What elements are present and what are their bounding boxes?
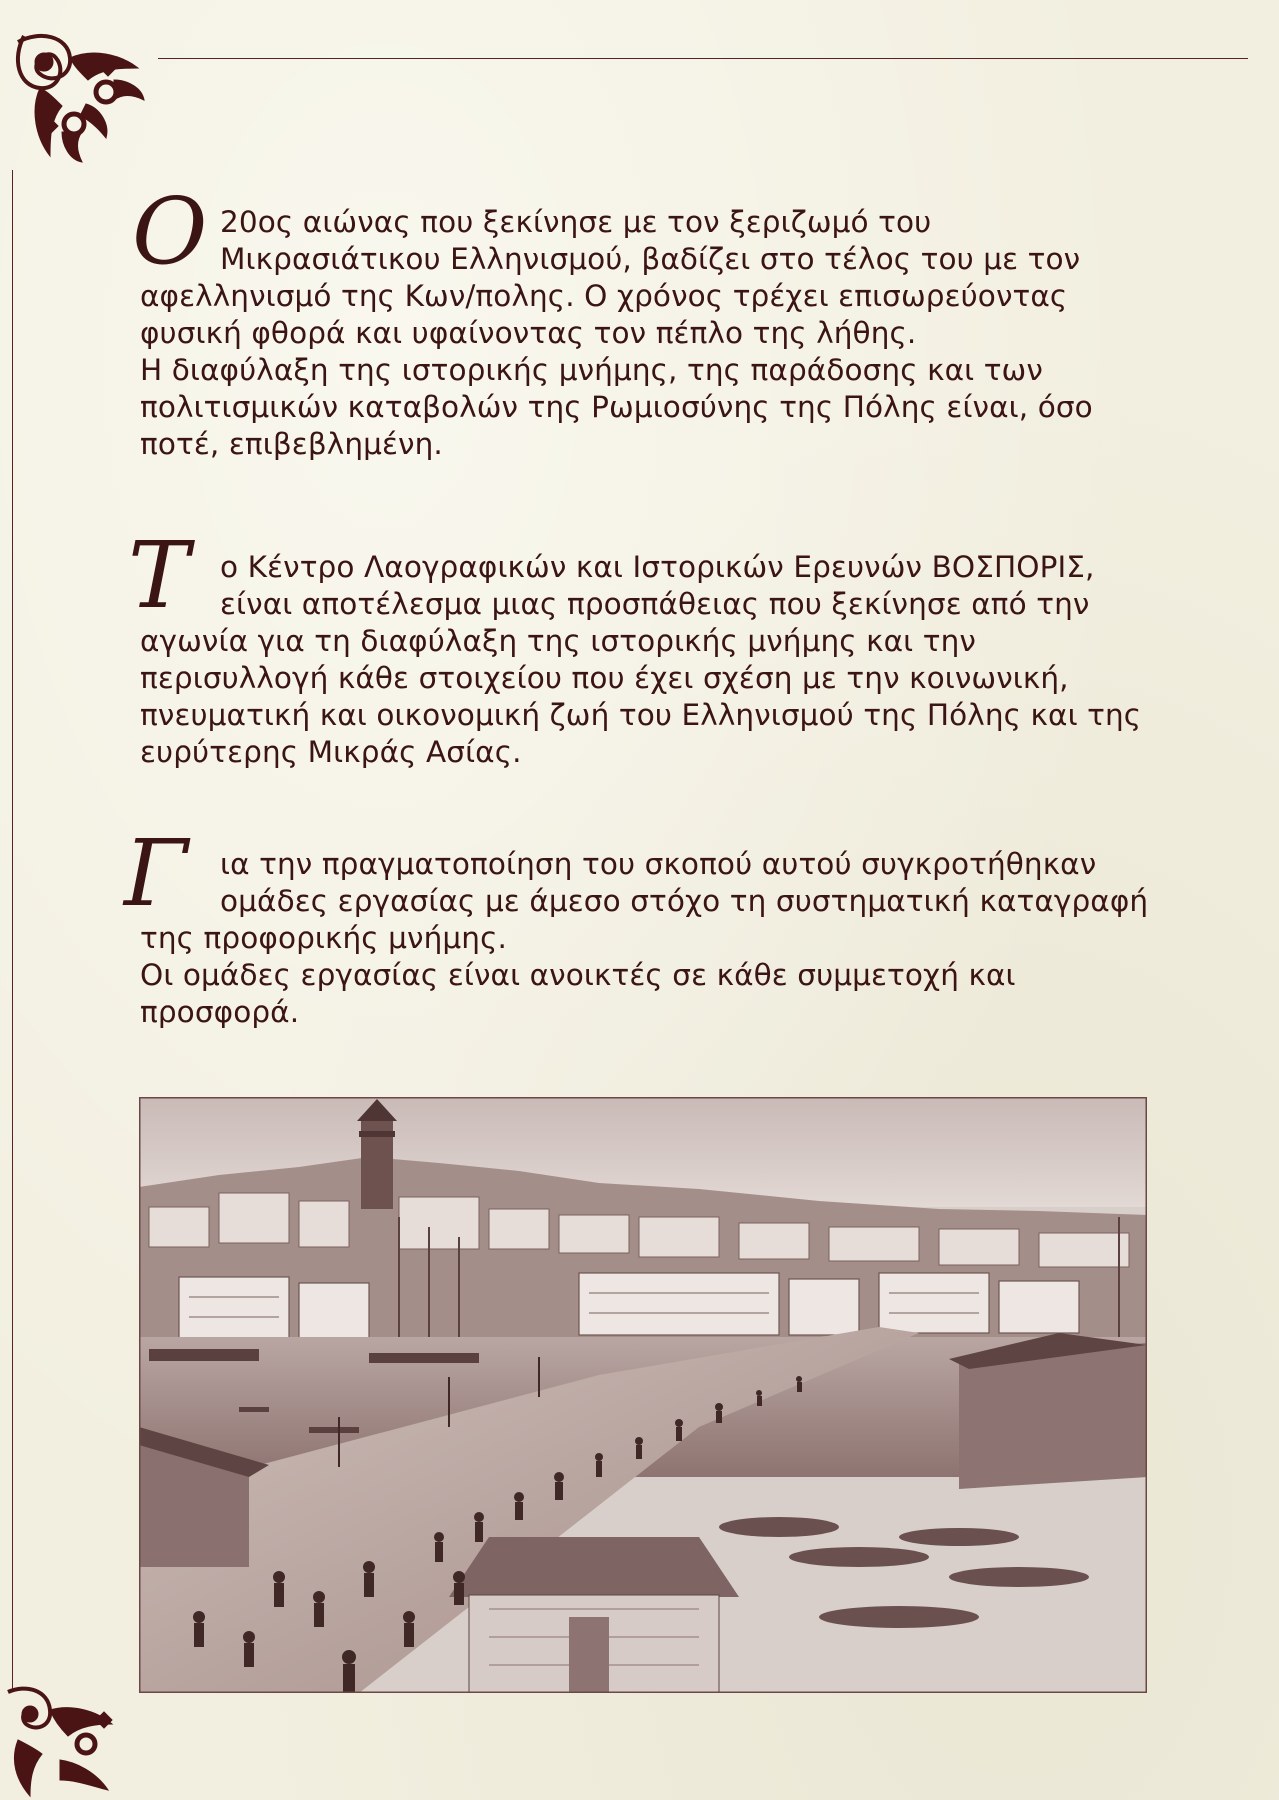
corner-ornament-bottom-left [0, 1680, 130, 1800]
paragraph-3 [140, 846, 1160, 1031]
text-line: πνευματική και οικονομική ζωή του Ελληνισμού της Πόλης και της [140, 698, 1142, 732]
text-line: φυσική φθορά και υφαίνοντας τον πέπλο της λήθης. [140, 316, 917, 350]
text-line: ια την πραγματοποίηση του σκοπού αυτού συγκροτήθηκαν [220, 847, 1097, 881]
text-line: Οι ομάδες εργασίας είναι ανοικτές σε κάθε συμμετοχή και [140, 958, 1016, 992]
text-line: είναι αποτέλεσμα μιας προσπάθειας που ξεκίνησε από την [220, 587, 1090, 621]
drop-cap-1: Ο [132, 178, 208, 285]
paragraph-1 [140, 204, 1160, 463]
top-border-rule [158, 58, 1248, 59]
corner-ornament-top-left [10, 28, 150, 168]
text-line: 20ος αιώνας που ξεκίνησε με τον ξεριζωμό του [220, 205, 932, 239]
text-line: ευρύτερης Μικράς Ασίας. [140, 735, 522, 769]
historical-photo-galata-bridge [139, 1097, 1147, 1693]
text-line: Η διαφύλαξη της ιστορικής μνήμης, της παράδοσης και των [140, 353, 1043, 387]
text-line: ο Κέντρο Λαογραφικών και Ιστορικών Ερευνών ΒΟΣΠΟΡΙΣ, [220, 550, 1095, 584]
drop-cap-2: Τ [128, 522, 190, 629]
text-line: ποτέ, επιβεβλημένη. [140, 427, 443, 461]
text-line: της προφορικής μνήμης. [140, 921, 507, 955]
text-line: προσφορά. [140, 995, 300, 1029]
photo-illustration [139, 1097, 1147, 1693]
text-line: αφελληνισμό της Κων/πολης. Ο χρόνος τρέχει επισωρεύοντας [140, 279, 1068, 313]
text-line: πολιτισμικών καταβολών της Ρωμιοσύνης της Πόλης είναι, όσο [140, 390, 1093, 424]
drop-cap-3: Γ [124, 820, 188, 927]
left-border-rule [12, 170, 13, 1690]
text-line: περισυλλογή κάθε στοιχείου που έχει σχέση με την κοινωνική, [140, 661, 1069, 695]
text-line: αγωνία για τη διαφύλαξη της ιστορικής μνήμης και την [140, 624, 976, 658]
text-line: ομάδες εργασίας με άμεσο στόχο τη συστηματική καταγραφή [220, 884, 1149, 918]
text-line: Μικρασιάτικου Ελληνισμού, βαδίζει στο τέλος του με τον [220, 242, 1081, 276]
paragraph-2 [140, 549, 1160, 771]
